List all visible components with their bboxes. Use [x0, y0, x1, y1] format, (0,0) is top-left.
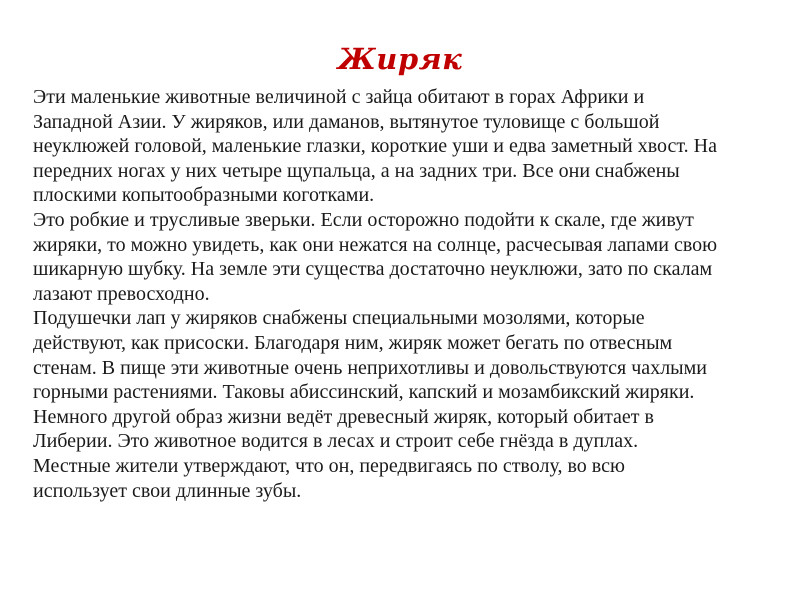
text-line: Немного другой образ жизни ведёт древесный жиряк, который обитает в: [33, 405, 654, 428]
text-line: лазают превосходно.: [33, 282, 210, 305]
text-line: использует свои длинные зубы.: [33, 479, 302, 502]
text-line: неуклюжей головой, маленькие глазки, короткие уши и едва заметный хвост. На: [33, 135, 717, 158]
text-line: Местные жители утверждают, что он, передвигаясь по стволу, во всю: [33, 454, 625, 477]
text-line: плоскими копытообразными коготками.: [33, 184, 375, 207]
text-line: действуют, как присоски. Благодаря ним, жиряк может бегать по отвесным: [33, 331, 673, 354]
paragraph-1: [33, 85, 783, 208]
text-line: передних ногах у них четыре щупальца, а на задних три. Все они снабжены: [33, 159, 680, 182]
paragraph-3: [33, 306, 783, 503]
text-line: горными растениями. Таковы абиссинский, капский и мозамбикский жиряки.: [33, 381, 695, 404]
text-line: Это робкие и трусливые зверьки. Если осторожно подойти к скале, где живут: [33, 208, 694, 231]
text-line: Подушечки лап у жиряков снабжены специальными мозолями, которые: [33, 307, 645, 330]
text-line: Эти маленькие животные величиной с зайца обитают в горах Африки и: [33, 86, 645, 108]
paragraph-2: [33, 208, 783, 306]
text-line: Западной Азии. У жиряков, или даманов, вытянутое туловище с большой: [33, 110, 660, 133]
text-line: Либерии. Это животное водится в лесах и строит себе гнёзда в дуплах.: [33, 430, 639, 453]
text-line: жиряки, то можно увидеть, как они нежатся на солнце, расчесывая лапами свою: [33, 233, 718, 256]
text-line: шикарную шубку. На земле эти существа достаточно неуклюжи, зато по скалам: [33, 258, 713, 281]
slide-title: Жиряк: [337, 42, 463, 76]
slide-body: [33, 85, 783, 503]
text-line: стенам. В пище эти животные очень неприхотливы и довольствуются чахлыми: [33, 356, 707, 379]
